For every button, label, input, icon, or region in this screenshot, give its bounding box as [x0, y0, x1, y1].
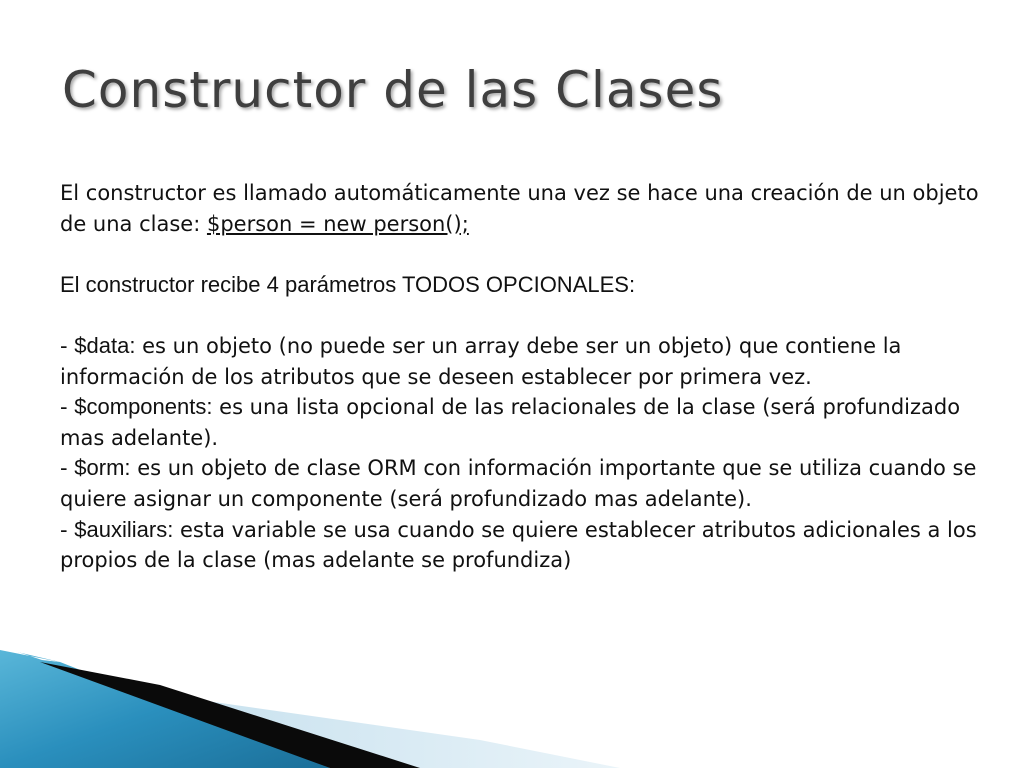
intro-code: $person = new person();: [206, 211, 469, 236]
param-prefix: -: [60, 517, 75, 542]
param-name: $orm:: [74, 455, 131, 481]
param-description: es un objeto (no puede ser un array debe ser un objeto) que contiene la información de los atributos que se deseen establecer por primera vez.: [60, 333, 902, 389]
param-name: $components:: [74, 394, 213, 420]
intro-paragraph: [60, 178, 980, 239]
params-heading: El constructor recibe 4 parámetros TODOS OPCIONALES:: [60, 271, 636, 297]
param-description: es un objeto de clase ORM con información importante que se utiliza cuando se quiere asignar un componente (será profundizado mas adelante).: [60, 456, 977, 511]
param-description: esta variable se usa cuando se quiere establecer atributos adicionales a los propios de la clase (mas adelante se profundiza): [60, 517, 977, 573]
slide-title: Constructor de las Clases: [62, 61, 724, 119]
intro-text: El constructor es llamado automáticamente una vez se hace una creación de un objeto de una clase:: [60, 181, 979, 236]
spacer: [60, 239, 980, 270]
teal-wedge: [0, 648, 330, 768]
param-item-orm: [60, 453, 980, 514]
param-item-components: [60, 392, 980, 453]
slide-body: [60, 178, 980, 576]
param-name: $auxiliars:: [74, 516, 174, 542]
param-prefix: -: [60, 395, 75, 420]
param-name: $data:: [74, 332, 136, 358]
param-prefix: -: [60, 333, 75, 358]
param-description: es una lista opcional de las relacionales de la clase (será profundizado mas adelante).: [60, 395, 961, 450]
param-item-data: [60, 331, 980, 392]
param-item-auxiliars: [60, 515, 980, 576]
param-prefix: -: [60, 456, 75, 481]
spacer: [60, 300, 980, 331]
